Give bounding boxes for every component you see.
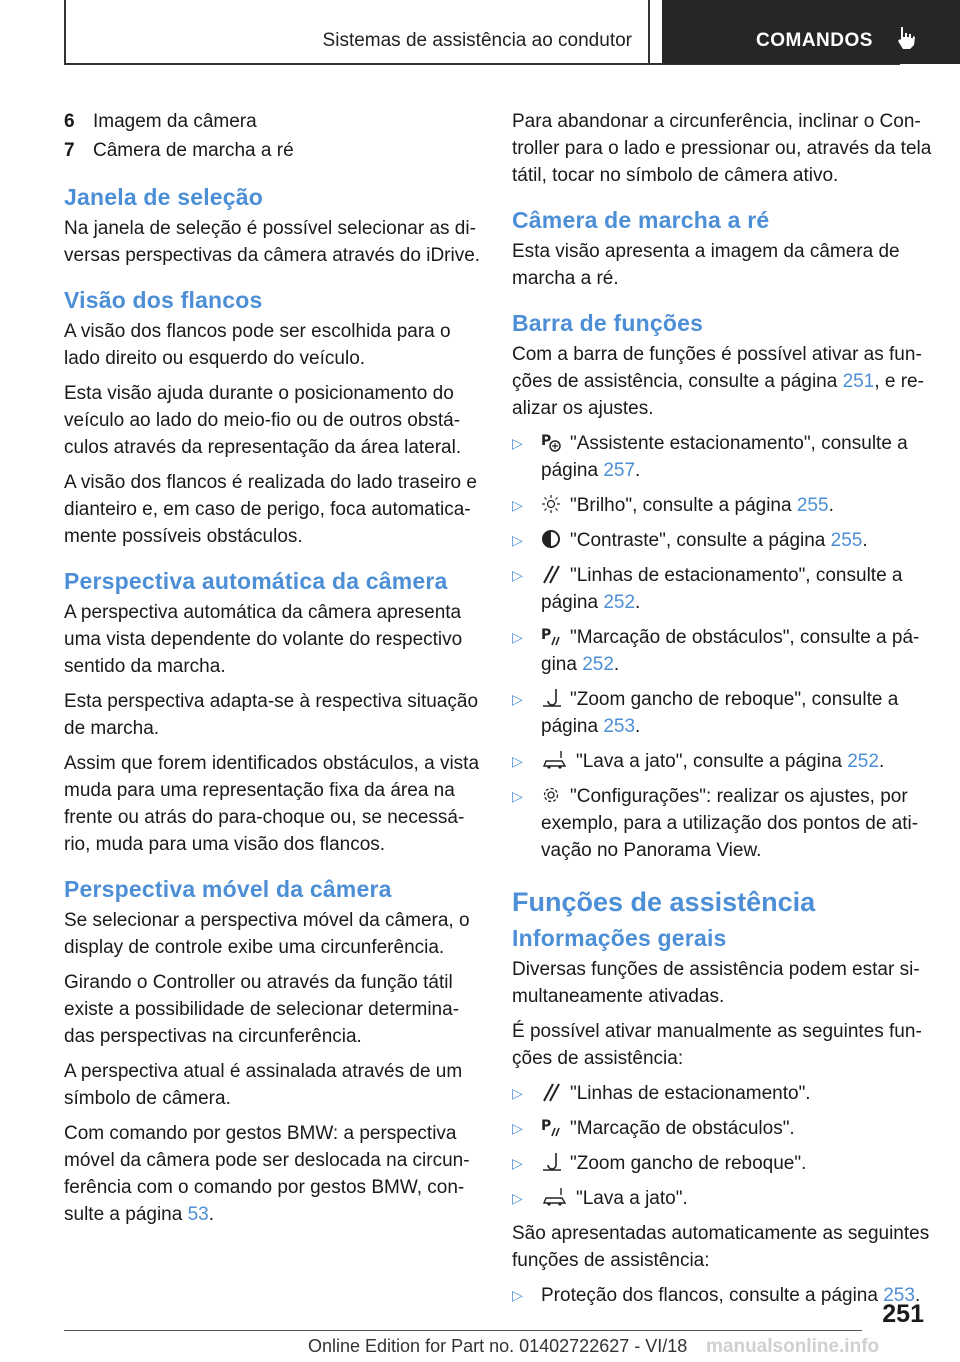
triangle-bullet-icon: ▷ [512,532,523,548]
paragraph: A visão dos flancos é realizada do lado traseiro e dianteiro e, em caso de perigo, foca automaticamente possíveis obstáculos. [64,472,477,547]
contrast-icon [541,529,563,549]
paragraph: Na janela de seleção é possível selecionar as diversas perspectivas da câmera através do iDrive. [64,218,481,266]
triangle-bullet-icon: ▷ [512,1085,523,1101]
page-link[interactable]: 251 [842,371,875,392]
heading-visao-flancos: Visão dos flancos [64,287,263,313]
item-number: 6 [64,111,75,132]
svg-text:P: P [541,627,552,643]
triangle-bullet-icon: ▷ [512,753,523,769]
paragraph: Girando o Controller ou através da função tátil existe a possibilidade de selecionar determinadas perspectivas na circunferência. [64,972,460,1047]
item-text: . [914,1285,921,1306]
obstacle-marking-icon [541,1117,563,1137]
triangle-bullet-icon: ▷ [512,497,523,513]
item-text: . [635,592,641,613]
heading-perspectiva-automatica: Perspectiva automática da câmera [64,568,448,594]
numbered-item [64,108,482,137]
page-link[interactable]: 252 [847,751,879,772]
footer-edition: Online Edition for Part no. 01402722627 - VI/18 [308,1336,688,1356]
page-link[interactable]: 252 [603,592,636,613]
triangle-bullet-icon: ▷ [512,1287,523,1303]
item-text: "Lava a jato". [576,1188,688,1209]
item-text: . [635,460,641,481]
item-text: "Zoom gancho de reboque", consulte a página [541,689,899,737]
triangle-bullet-icon: ▷ [512,1190,523,1206]
triangle-bullet-icon: ▷ [512,691,523,707]
svg-text:P: P [541,1118,552,1134]
header-chapter-tab [662,0,960,64]
triangle-bullet-icon: ▷ [512,1120,523,1136]
triangle-bullet-icon: ▷ [512,629,523,645]
tow-hitch-zoom-icon [541,688,563,708]
item-text: "Lava a jato", consulte a página [576,751,848,772]
item-text: "Brilho", consulte a página [570,495,797,516]
item-text: . [613,654,620,675]
list-item [512,1282,932,1309]
page-link[interactable]: 253 [603,716,636,737]
item-text: "Contraste", consulte a página [570,530,831,551]
item-text: "Linhas de estacionamento". [570,1083,811,1104]
list-item [512,430,932,484]
item-text: "Linhas de estacionamento", consulte a página [541,565,903,613]
triangle-bullet-icon: ▷ [512,435,523,451]
item-text: . [828,495,834,516]
heading-barra-funcoes: Barra de funções [512,310,704,336]
paragraph-text: , e realizar os ajustes. [512,371,924,419]
paragraph: Esta visão ajuda durante o posicionamento do veículo ao lado do meio-fio ou de outros obstáculos através da representação da área lateral. [64,383,462,458]
footer-rule [64,1330,862,1331]
item-text: "Marcação de obstáculos". [570,1118,795,1139]
page-link[interactable]: 255 [830,530,863,551]
svg-text:P: P [541,433,552,449]
item-text: Câmera de marcha a ré [93,140,294,161]
header-chapter-label: COMANDOS [756,30,873,51]
heading-janela-selecao: Janela de seleção [64,184,264,210]
automatic-functions-list [512,1282,932,1309]
paragraph: A perspectiva atual é assinalada através de um símbolo de câmera. [64,1061,463,1109]
header-section-title: Sistemas de assistência ao condutor [322,30,632,51]
car-wash-icon [541,750,569,770]
heading-informacoes-gerais: Informações gerais [512,925,727,951]
page-number: 251 [882,1300,924,1328]
item-text: "Assistente estacionamento", consulte a página [541,433,908,481]
page-link[interactable]: 53 [187,1204,209,1225]
tow-hitch-zoom-icon [541,1152,563,1172]
watermark: manualsonline.info [706,1336,880,1357]
list-item [512,1080,932,1107]
triangle-bullet-icon: ▷ [512,788,523,804]
paragraph: Se selecionar a perspectiva móvel da câmera, o display de controle exibe uma circunferência. [64,910,470,958]
function-bar-list [512,430,932,864]
heading-camera-marcha-re: Câmera de marcha a ré [512,207,770,233]
brightness-icon [541,494,563,514]
item-text: . [862,530,868,551]
list-item [512,1150,932,1177]
page-link[interactable]: 252 [582,654,614,675]
paragraph-text: Com a barra de funções é possível ativar as funções de assistência, consulte a página [512,344,922,392]
item-text: Imagem da câmera [93,111,257,132]
parking-assistant-icon [541,432,563,452]
item-text: "Marcação de obstáculos", consulte a página [541,627,920,675]
page-link[interactable]: 255 [796,495,829,516]
numbered-item [64,137,482,166]
list-item [512,686,932,740]
parking-lines-icon [541,1082,563,1102]
item-text: "Zoom gancho de reboque". [570,1153,807,1174]
list-item [512,1115,932,1142]
list-item [512,748,932,775]
obstacle-marking-icon [541,626,563,646]
item-number: 7 [64,140,75,161]
right-column [512,108,932,1317]
list-item [512,527,932,554]
list-item [512,1185,932,1212]
list-item [512,624,932,678]
paragraph [64,1120,482,1228]
paragraph: Assim que forem identificados obstáculos, a vista muda para uma representação fixa da área na frente ou atrás do para-choque ou, se necessário, muda para uma visão dos flancos. [64,753,480,855]
paragraph: Para abandonar a circunferência, inclinar o Controller para o lado e pressionar ou, através da tela tátil, tocar no símbolo de câmera ativo. [512,111,932,186]
paragraph-text: . [208,1204,215,1225]
paragraph: São apresentadas automaticamente as seguintes funções de assistência: [512,1223,930,1271]
hand-pointer-icon [896,26,916,50]
triangle-bullet-icon: ▷ [512,1155,523,1171]
paragraph: A perspectiva automática da câmera apresenta uma vista dependente do volante do respectivo sentido da marcha. [64,602,463,677]
triangle-bullet-icon: ▷ [512,567,523,583]
item-text: . [635,716,641,737]
heading-perspectiva-movel: Perspectiva móvel da câmera [64,876,392,902]
header-section-box [64,0,650,64]
parking-lines-icon [541,564,563,584]
paragraph: Esta visão apresenta a imagem da câmera de marcha a ré. [512,241,900,289]
car-wash-icon [541,1187,569,1207]
paragraph [512,341,932,422]
page-link[interactable]: 257 [603,460,636,481]
paragraph-text: Com comando por gestos BMW: a perspectiva móvel da câmera pode ser deslocada na circunferência com o comando por gestos BMW, consulte a página [64,1123,470,1225]
item-text: "Configurações": realizar os ajustes, por exemplo, para a utilização dos pontos de ativação no Panorama View. [541,786,919,861]
paragraph: É possível ativar manualmente as seguintes funções de assistência: [512,1021,922,1069]
list-item [512,783,932,864]
list-item [512,492,932,519]
list-item [512,562,932,616]
left-column [64,108,482,1236]
paragraph: A visão dos flancos pode ser escolhida para o lado direito ou esquerdo do veículo. [64,321,451,369]
paragraph: Diversas funções de assistência podem estar simultaneamente ativadas. [512,959,920,1007]
item-text: Proteção dos flancos, consulte a página [541,1285,884,1306]
settings-gear-icon [541,785,563,805]
heading-funcoes-assistencia: Funções de assistência [512,887,816,917]
item-text: . [878,751,885,772]
paragraph: Esta perspectiva adapta-se à respectiva situação de marcha. [64,691,479,739]
manual-functions-list [512,1080,932,1212]
page-link[interactable]: 253 [883,1285,915,1306]
